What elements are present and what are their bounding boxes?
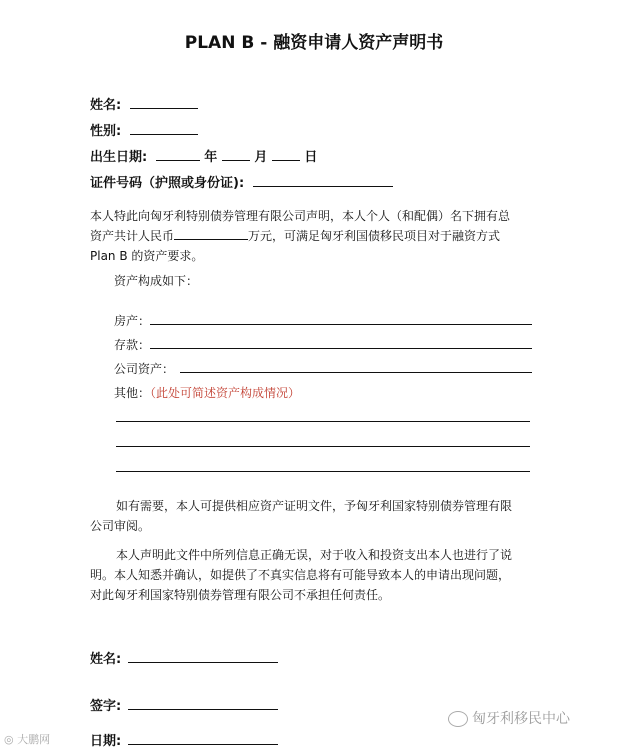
birth-month-blank[interactable]: [222, 148, 250, 161]
birth-year-label: 年: [204, 150, 218, 165]
wechat-icon: [448, 711, 468, 727]
signature-blank[interactable]: [128, 697, 278, 710]
name-label: 姓名:: [90, 98, 122, 113]
other-label: 其他：: [114, 386, 151, 400]
other-line-3[interactable]: [116, 471, 530, 472]
para1-line2b: 万元，可满足匈牙利国债移民项目对于融资方式: [248, 229, 501, 243]
birth-day-label: 日: [304, 150, 318, 165]
id-blank[interactable]: [253, 174, 393, 187]
name-field-row: [90, 94, 198, 113]
birth-month-label: 月: [254, 150, 268, 165]
company-assets-label: 公司资产：: [114, 362, 175, 376]
para2-line1: 如有需要，本人可提供相应资产证明文件，予匈牙利国家特别债券管理有限: [116, 499, 513, 513]
house-line[interactable]: [150, 324, 532, 325]
deposit-line[interactable]: [150, 348, 532, 349]
weibo-icon: ◎: [4, 733, 14, 746]
birth-year-blank[interactable]: [156, 148, 200, 161]
sign-name-row: [90, 648, 278, 667]
birth-day-blank[interactable]: [272, 148, 300, 161]
watermark-left-text: 大鹏网: [17, 733, 51, 746]
id-label: 证件号码（护照或身份证):: [90, 176, 245, 191]
sign-name-blank[interactable]: [128, 650, 278, 663]
other-hint: （此处可简述资产构成情况）: [150, 386, 301, 400]
para3-line1: 本人声明此文件中所列信息正确无误，对于收入和投资支出本人也进行了说: [116, 548, 513, 562]
house-label: 房产：: [114, 314, 151, 328]
watermark-right: [448, 708, 570, 728]
signature-row: [90, 695, 278, 714]
page-title: PLAN B - 融资申请人资产声明书: [184, 33, 444, 53]
other-row: [114, 383, 300, 403]
birth-field-row: [90, 146, 317, 165]
gender-blank[interactable]: [130, 122, 198, 135]
para3-line3: 对此匈牙利国家特别债券管理有限公司不承担任何责任。: [90, 588, 391, 602]
signature-label: 签字:: [90, 699, 122, 714]
other-line-1[interactable]: [116, 421, 530, 422]
date-blank[interactable]: [128, 732, 278, 745]
para2-line2: 公司审阅。: [90, 519, 151, 533]
assets-heading: 资产构成如下：: [114, 274, 199, 288]
sign-name-label: 姓名:: [90, 652, 122, 667]
date-label: 日期:: [90, 734, 122, 749]
watermark-right-text: 匈牙利移民中心: [472, 711, 570, 727]
para1-line2a: 资产共计人民币: [90, 229, 175, 243]
total-assets-blank[interactable]: [174, 227, 248, 240]
gender-label: 性别:: [90, 124, 122, 139]
id-field-row: [90, 172, 393, 191]
gender-field-row: [90, 120, 198, 139]
deposit-label: 存款：: [114, 338, 151, 352]
para1-line3: Plan B 的资产要求。: [90, 249, 204, 263]
watermark-left: [4, 731, 50, 747]
birth-label: 出生日期:: [90, 150, 148, 165]
other-line-2[interactable]: [116, 446, 530, 447]
para3-line2: 明。本人知悉并确认，如提供了不真实信息将有可能导致本人的申请出现问题，: [90, 568, 511, 582]
company-assets-line[interactable]: [180, 372, 532, 373]
para1-line1: 本人特此向匈牙利特别债券管理有限公司声明，本人个人（和配偶）名下拥有总: [90, 209, 511, 223]
name-blank[interactable]: [130, 96, 198, 109]
para1-line2: [90, 226, 500, 246]
date-row: [90, 730, 278, 749]
